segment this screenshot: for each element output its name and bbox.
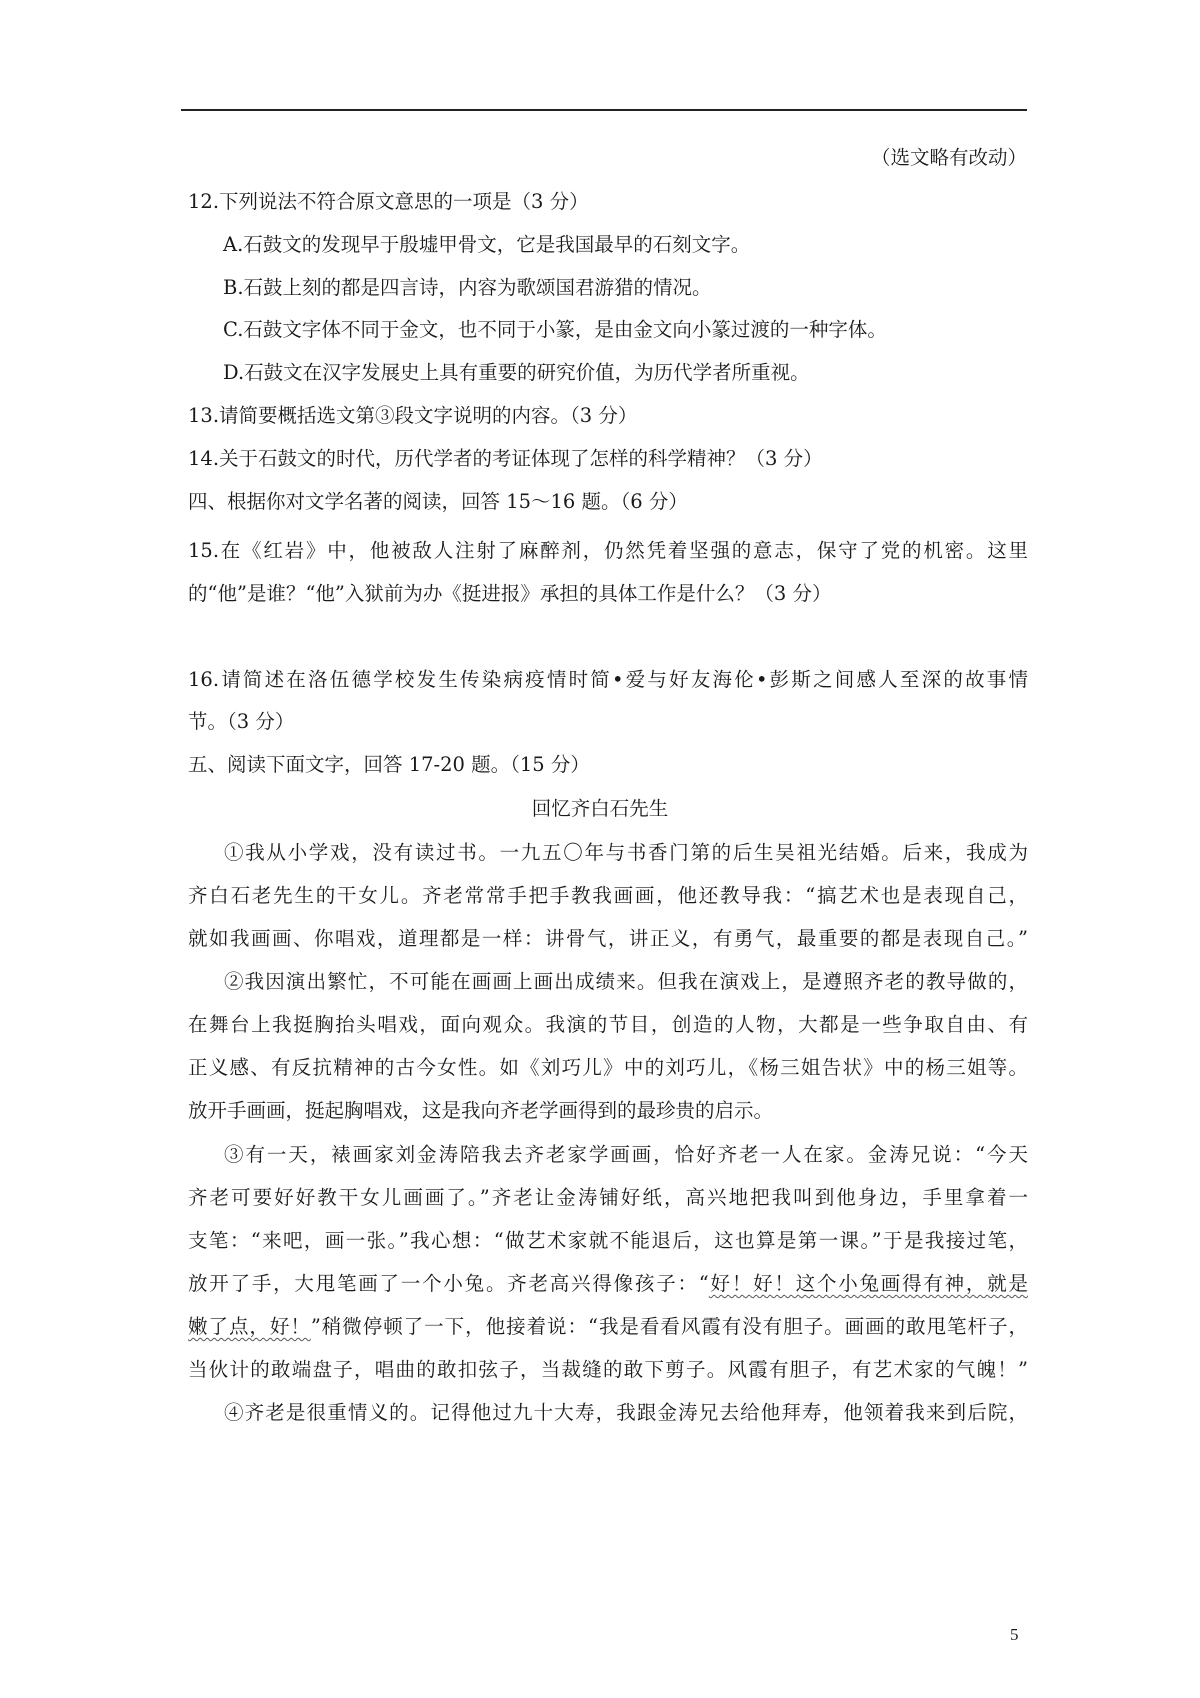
paragraph-3-line-5-text: ”稍微停顿了一下，他接着说：“我是看看风霞有没有胆子。画画的敢甩笔杆子， [310, 1315, 1028, 1338]
section-5-heading: 五、阅读下面文字，回答 17-20 题。（15 分） [188, 753, 590, 776]
paragraph-3-line-3: 支笔：“来吧，画一张。”我心想：“做艺术家就不能退后，这也算是第一课。”于是我接过笔， [188, 1229, 1028, 1252]
question-12-option-d: D.石鼓文在汉字发展史上具有重要的研究价值，为历代学者所重视。 [223, 361, 810, 384]
paragraph-2-line-4: 放开手画画，挺起胸唱戏，这是我向齐老学画得到的最珍贵的启示。 [188, 1099, 774, 1122]
paragraph-2-line-3: 正义感、有反抗精神的古今女性。如《刘巧儿》中的刘巧儿，《杨三姐告状》中的杨三姐等。 [188, 1056, 1028, 1079]
question-13: 13.请简要概括选文第③段文字说明的内容。（3 分） [188, 404, 638, 427]
paragraph-1-line-2: 齐白石老先生的干女儿。齐老常常手把手教我画画，他还教导我：“搞艺术也是表现自己， [188, 884, 1028, 907]
paragraph-3-line-4 [188, 1272, 1028, 1296]
section-4-heading: 四、根据你对文学名著的阅读，回答 15～16 题。（6 分） [188, 490, 688, 513]
paragraph-3-line-4-text: 放开了手，大甩笔画了一个小兔。齐老高兴得像孩子：“ [188, 1272, 709, 1295]
question-14: 14.关于石鼓文的时代，历代学者的考证体现了怎样的科学精神？（3 分） [188, 447, 823, 470]
question-16-line-1: 16.请简述在洛伍德学校发生传染病疫情时简•爱与好友海伦•彭斯之间感人至深的故事情 [188, 668, 1028, 691]
question-12-stem: 12.下列说法不符合原文意思的一项是（3 分） [188, 190, 589, 213]
paragraph-3-line-1: ③有一天，裱画家刘金涛陪我去齐老家学画画，恰好齐老一人在家。金涛兄说：“今天 [224, 1143, 1028, 1166]
paragraph-1-line-3: 就如我画画、你唱戏，道理都是一样：讲骨气，讲正义，有勇气，最重要的都是表现自己。” [188, 927, 1028, 950]
article-title: 回忆齐白石先生 [531, 797, 669, 820]
question-12-option-a: A.石鼓文的发现早于殷墟甲骨文，它是我国最早的石刻文字。 [223, 233, 751, 256]
paragraph-1-line-1: ①我从小学戏，没有读过书。一九五〇年与书香门第的后生吴祖光结婚。后来，我成为 [224, 841, 1028, 864]
question-15-line-1: 15.在《红岩》中，他被敌人注射了麻醉剂，仍然凭着坚强的意志，保守了党的机密。这里 [188, 539, 1028, 562]
header-rule [181, 109, 1027, 111]
paragraph-3-line-2: 齐老可要好好教干女儿画画了。”齐老让金涛铺好纸，高兴地把我叫到他身边，手里拿着一 [188, 1186, 1028, 1209]
paragraph-2-line-2: 在舞台上我挺胸抬头唱戏，面向观众。我演的节目，创造的人物，大都是一些争取自由、有 [188, 1013, 1028, 1036]
question-15-line-2: 的“他”是谁？“他”入狱前为办《挺进报》承担的具体工作是什么？（3 分） [188, 582, 832, 605]
source-note: （选文略有改动） [870, 146, 1027, 169]
question-16-line-2: 节。（3 分） [188, 710, 295, 733]
wavy-underlined-quote-part-2: 嫩了点，好！ [188, 1315, 311, 1338]
page-number: 5 [1010, 1625, 1019, 1644]
paragraph-4-line-1: ④齐老是很重情义的。记得他过九十大寿，我跟金涛兄去给他拜寿，他领着我来到后院， [224, 1401, 1028, 1424]
question-12-option-b: B.石鼓上刻的都是四言诗，内容为歌颂国君游猎的情况。 [223, 276, 712, 299]
question-12-option-c: C.石鼓文字体不同于金文，也不同于小篆，是由金文向小篆过渡的一种字体。 [223, 318, 887, 341]
paragraph-2-line-1: ②我因演出繁忙，不可能在画画上画出成绩来。但我在演戏上，是遵照齐老的教导做的， [224, 970, 1028, 993]
wavy-underlined-quote-part-1: 好！好！这个小兔画得有神，就是 [708, 1272, 1028, 1295]
paragraph-3-line-5 [188, 1315, 1028, 1339]
paragraph-3-line-6: 当伙计的敢端盘子，唱曲的敢扣弦子，当裁缝的敢下剪子。风霞有胆子，有艺术家的气魄！” [188, 1358, 1028, 1381]
